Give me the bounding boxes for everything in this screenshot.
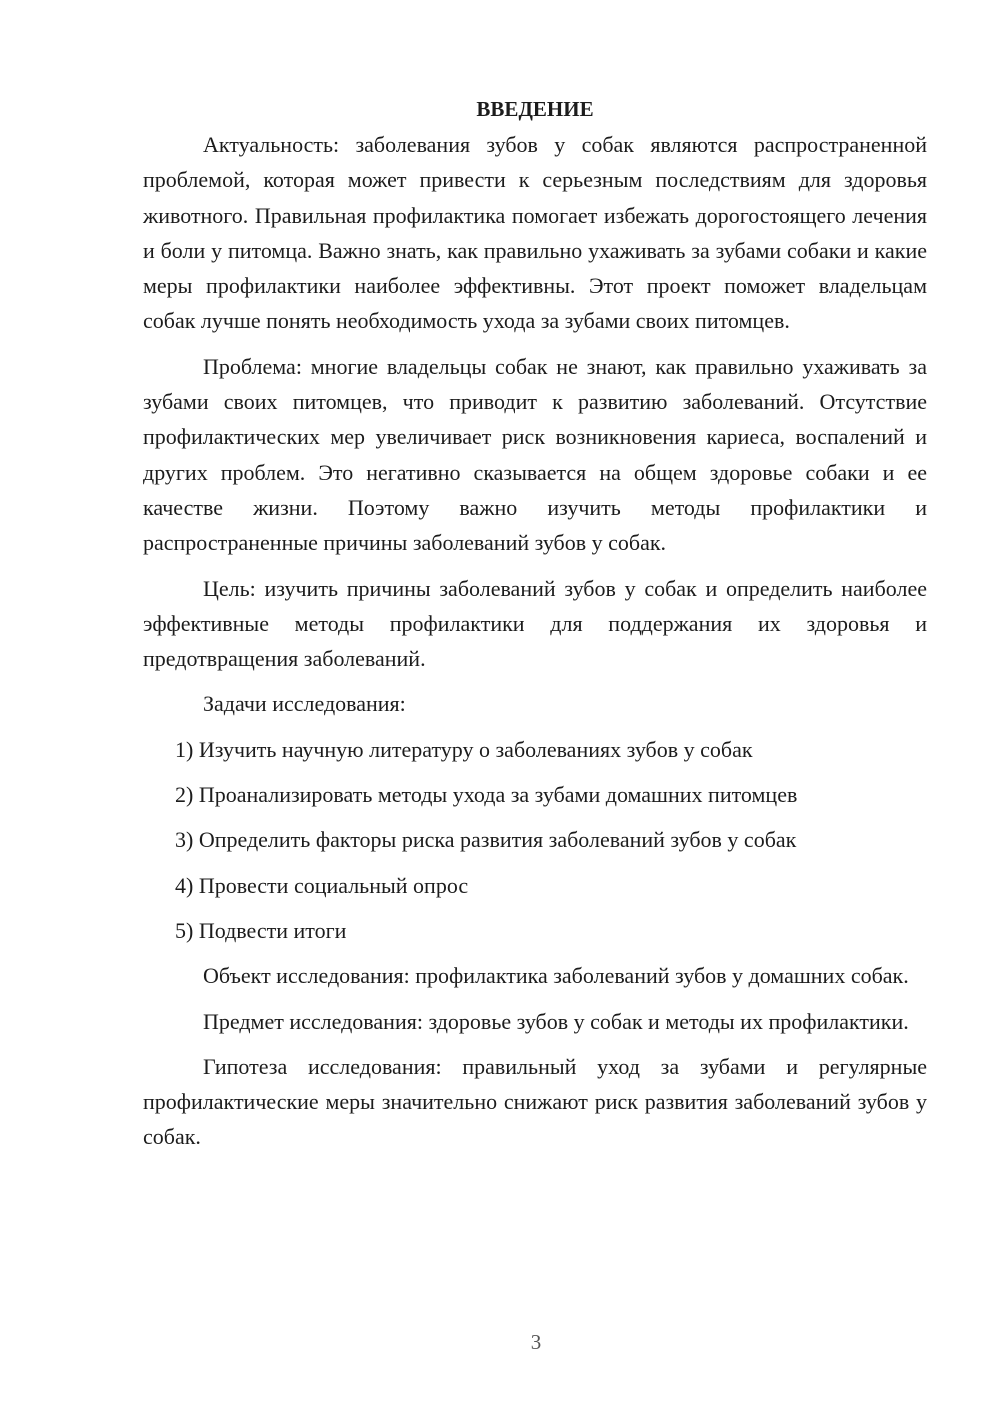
list-item: 1) Изучить научную литературу о заболеваниях зубов у собак xyxy=(175,736,753,762)
subject-paragraph: Предмет исследования: здоровье зубов у собак и методы их профилактики. xyxy=(203,1008,909,1034)
page-number: 3 xyxy=(530,1330,542,1354)
relevance-paragraph: Актуальность: заболевания зубов у собак являются распространенной проблемой, которая может привести к серьезным последствиям для здоровья животного. Правильная профилактика помогает избежать дорогостоящего лечения и боли у питомца. Важно знать, как правильно ухаживать за зубами собаки и какие меры профилактики наиболее эффективны. Этот проект поможет владельцам собак лучше понять необходимость ухода за зубами своих питомцев. xyxy=(143,132,927,334)
hypothesis-paragraph: Гипотеза исследования: правильный уход за зубами и регулярные профилактические меры значительно снижают риск развития заболеваний зубов у собак. xyxy=(143,1053,927,1150)
list-item: 2) Проанализировать методы ухода за зубами домашних питомцев xyxy=(175,782,798,808)
goal-paragraph: Цель: изучить причины заболеваний зубов у собак и определить наиболее эффективные методы профилактики для поддержания их здоровья и предотвращения заболеваний. xyxy=(143,575,927,672)
list-item: 4) Провести социальный опрос xyxy=(175,872,469,898)
list-item: 5) Подвести итоги xyxy=(175,917,347,943)
document-page xyxy=(143,92,927,1165)
tasks-label: Задачи исследования: xyxy=(203,691,406,717)
page-title: ВВЕДЕНИЕ xyxy=(476,97,594,121)
object-paragraph: Объект исследования: профилактика заболеваний зубов у домашних собак. xyxy=(203,963,909,989)
tasks-list xyxy=(143,732,927,948)
list-item: 3) Определить факторы риска развития заболеваний зубов у собак xyxy=(175,827,797,853)
problem-paragraph: Проблема: многие владельцы собак не знают, как правильно ухаживать за зубами своих питомцев, что приводит к развитию заболеваний. Отсутствие профилактических мер увеличивает риск возникновения кариеса, воспалений и других проблем. Это негативно сказывается на общем здоровье собаки и ее качестве жизни. Поэтому важно изучить методы профилактики и распространенные причины заболеваний зубов у собак. xyxy=(143,353,927,556)
